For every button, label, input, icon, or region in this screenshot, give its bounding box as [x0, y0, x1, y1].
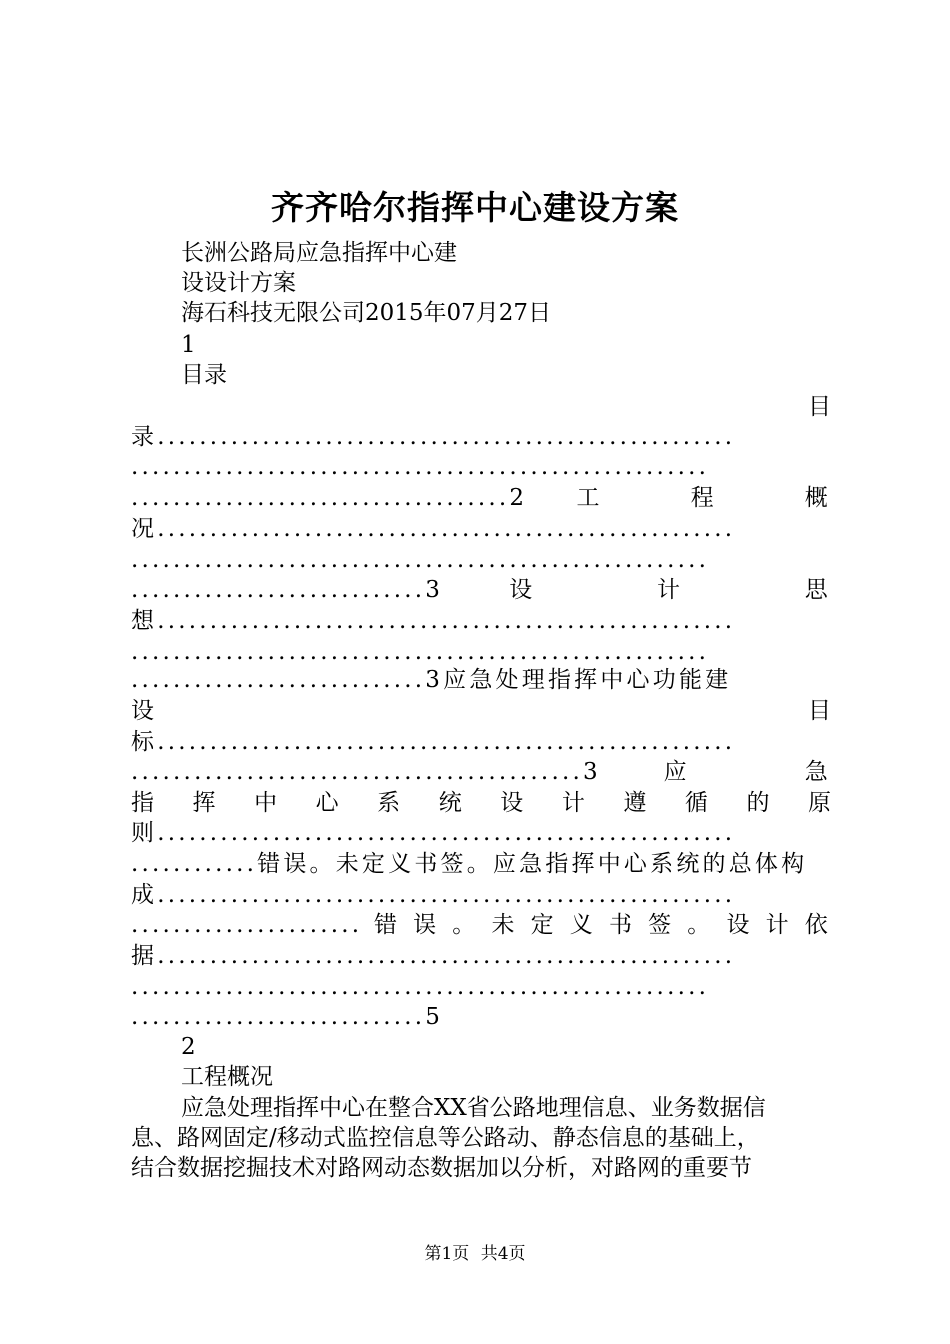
toc-line: ...........................................3 应 急 [131, 759, 831, 785]
toc-line: ............................3应急处理指挥中心功能建 [131, 667, 732, 693]
toc-line: 成....................................................... [131, 882, 736, 908]
cover-line-2: 设设计方案 [181, 270, 296, 296]
document-title: 齐齐哈尔指挥中心建设方案 [271, 188, 679, 227]
cover-line-3: 海石科技无限公司2015年07月27日 [181, 300, 552, 326]
toc-line: 标....................................................... [131, 729, 736, 755]
page-footer [0, 1242, 950, 1266]
toc-line: ....................................................... [131, 974, 710, 1000]
toc-line: ....................................................... [131, 639, 710, 665]
section-heading: 工程概况 [181, 1064, 273, 1090]
toc-line: ....................................................... [131, 454, 710, 480]
toc-line: ...................... 错 误 。 未 定 义 书 签 。 设 计 依 [131, 912, 831, 938]
toc-line: 目 [808, 394, 831, 420]
page-number-1: 1 [181, 332, 196, 358]
toc-heading: 目录 [181, 362, 227, 388]
toc-line: 想....................................................... [131, 608, 736, 634]
paragraph-line-1: 应急处理指挥中心在整合XX省公路地理信息、业务数据信 [181, 1095, 766, 1121]
footer-page-label: 第1页 [424, 1244, 470, 1264]
toc-line: 则....................................................... [131, 820, 736, 846]
paragraph-line-3: 结合数据挖掘技术对路网动态数据加以分析，对路网的重要节 [131, 1155, 752, 1181]
toc-line: 况....................................................... [131, 516, 736, 542]
toc-line: 设 目 [131, 698, 831, 724]
toc-line: ....................................................... [131, 547, 710, 573]
page-number-2: 2 [181, 1034, 196, 1060]
toc-line: 据....................................................... [131, 943, 736, 969]
cover-line-1: 长洲公路局应急指挥中心建 [181, 240, 457, 266]
toc-line: ............................5 [131, 1004, 444, 1030]
footer-total-label: 共4页 [480, 1244, 526, 1264]
toc-line: ............................3 设 计 思 [131, 577, 831, 603]
toc-line: 指 挥 中 心 系 统 设 计 遵 循 的 原 [131, 790, 831, 816]
toc-line: ............错误。未定义书签。应急指挥中心系统的总体构 [131, 851, 808, 877]
paragraph-line-2: 息、路网固定/移动式监控信息等公路动、静态信息的基础上， [131, 1125, 760, 1151]
toc-line: 录....................................................... [131, 424, 736, 450]
toc-line: ....................................2 工 程 概 [131, 485, 831, 511]
